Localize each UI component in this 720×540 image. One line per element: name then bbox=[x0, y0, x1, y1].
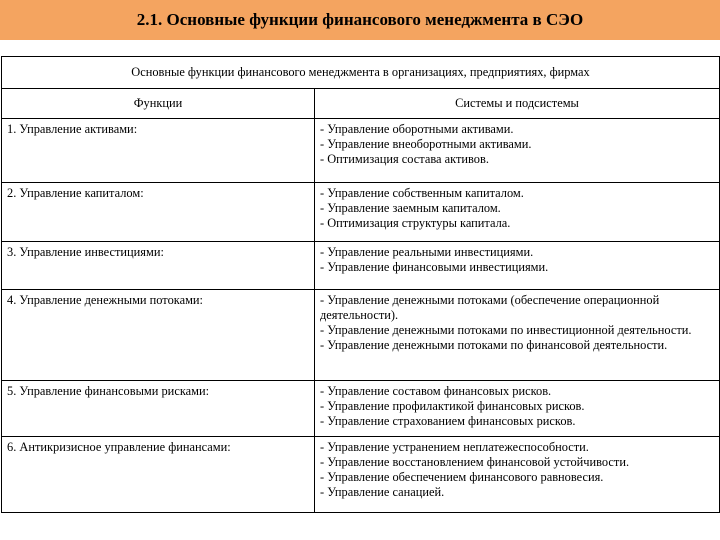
table-row bbox=[2, 242, 720, 290]
systems-cell bbox=[315, 437, 720, 513]
column-header-systems: Системы и подсистемы bbox=[315, 89, 720, 119]
system-item: - Управление денежными потоками по инвестиционной деятельности. bbox=[320, 323, 692, 337]
function-cell: 3. Управление инвестициями: bbox=[2, 242, 315, 290]
system-item: - Управление профилактикой финансовых рисков. bbox=[320, 399, 585, 413]
system-item: - Управление денежными потоками по финансовой деятельности. bbox=[320, 338, 668, 352]
system-item: - Управление обеспечением финансового равновесия. bbox=[320, 470, 604, 484]
function-cell: 5. Управление финансовыми рисками: bbox=[2, 381, 315, 437]
system-item: - Управление собственным капиталом. bbox=[320, 186, 524, 200]
table-row bbox=[2, 290, 720, 381]
systems-cell bbox=[315, 381, 720, 437]
systems-cell bbox=[315, 290, 720, 381]
function-cell: 4. Управление денежными потоками: bbox=[2, 290, 315, 381]
table-row bbox=[2, 381, 720, 437]
system-item: - Управление заемным капиталом. bbox=[320, 201, 501, 215]
system-item: - Управление страхованием финансовых рисков. bbox=[320, 414, 576, 428]
function-cell: 2. Управление капиталом: bbox=[2, 183, 315, 242]
function-cell: 6. Антикризисное управление финансами: bbox=[2, 437, 315, 513]
system-item: - Управление санацией. bbox=[320, 485, 445, 499]
slide-title: 2.1. Основные функции финансового менеджмента в СЭО bbox=[136, 10, 584, 29]
system-item: - Управление внеоборотными активами. bbox=[320, 137, 532, 151]
system-item: - Управление реальными инвестициями. bbox=[320, 245, 534, 259]
systems-cell bbox=[315, 242, 720, 290]
table-caption: Основные функции финансового менеджмента в организациях, предприятиях, фирмах bbox=[2, 57, 720, 89]
functions-table bbox=[1, 56, 720, 513]
system-item: - Управление составом финансовых рисков. bbox=[320, 384, 552, 398]
system-item: - Управление финансовыми инвестициями. bbox=[320, 260, 549, 274]
systems-cell bbox=[315, 119, 720, 183]
system-item: - Управление восстановлением финансовой устойчивости. bbox=[320, 455, 630, 469]
system-item: - Оптимизация состава активов. bbox=[320, 152, 489, 166]
table-row bbox=[2, 119, 720, 183]
system-item: - Управление устранением неплатежеспособности. bbox=[320, 440, 589, 454]
table-row bbox=[2, 183, 720, 242]
slide-title-bar bbox=[0, 0, 720, 40]
column-header-functions: Функции bbox=[2, 89, 315, 119]
system-item: - Управление оборотными активами. bbox=[320, 122, 514, 136]
table-row bbox=[2, 437, 720, 513]
function-cell: 1. Управление активами: bbox=[2, 119, 315, 183]
system-item: - Оптимизация структуры капитала. bbox=[320, 216, 511, 230]
system-item: - Управление денежными потоками (обеспечение операционной деятельности). bbox=[320, 293, 660, 322]
systems-cell bbox=[315, 183, 720, 242]
